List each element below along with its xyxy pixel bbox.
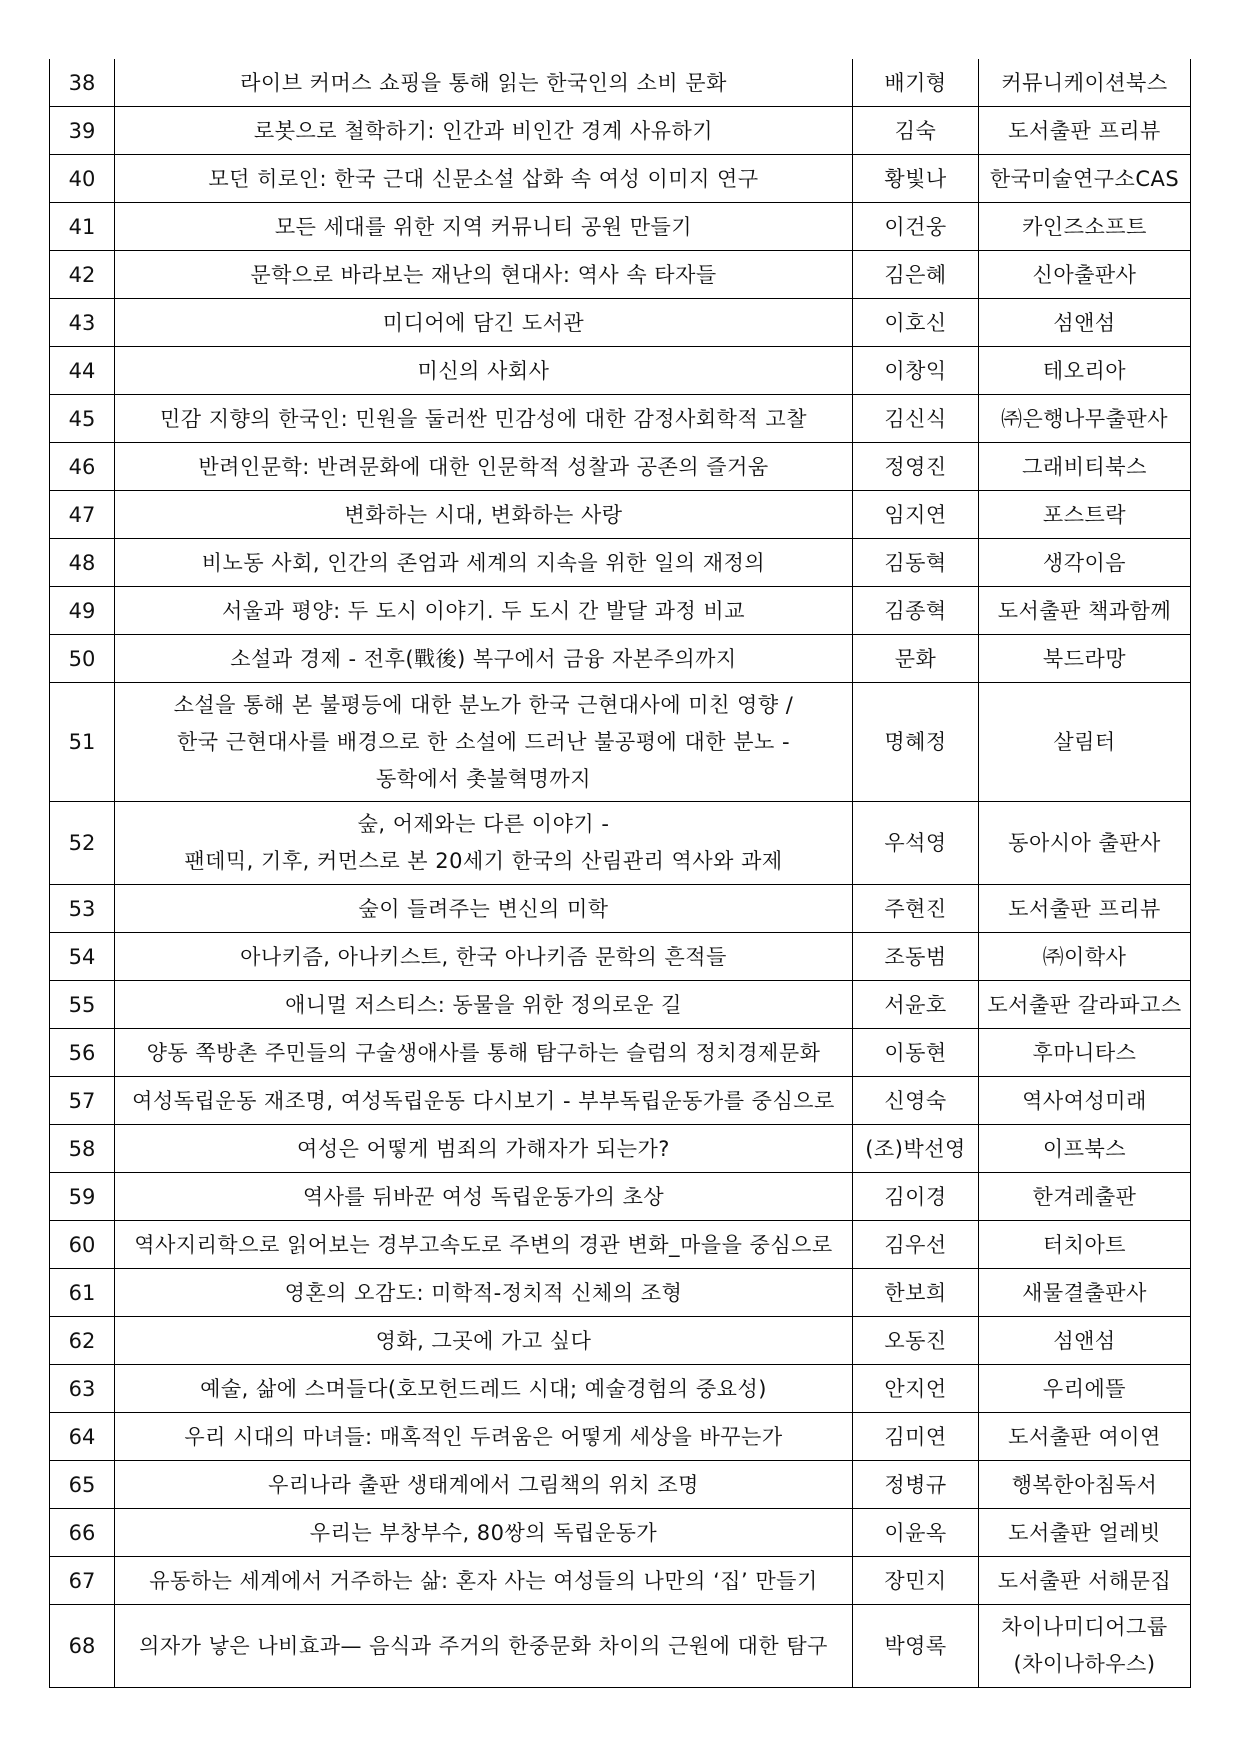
book-author: 이동현	[853, 1029, 979, 1077]
book-publisher: 터치아트	[979, 1221, 1191, 1269]
book-author: 배기형	[853, 59, 979, 107]
row-number: 55	[50, 981, 115, 1029]
row-number: 58	[50, 1125, 115, 1173]
book-title: 라이브 커머스 쇼핑을 통해 읽는 한국인의 소비 문화	[115, 59, 853, 107]
table-row	[50, 1125, 1191, 1173]
book-list-table	[49, 59, 1191, 1688]
book-author: 김이경	[853, 1173, 979, 1221]
table-row	[50, 1077, 1191, 1125]
table-row	[50, 491, 1191, 539]
book-title: 미신의 사회사	[115, 347, 853, 395]
table-row	[50, 1173, 1191, 1221]
book-author: 김종혁	[853, 587, 979, 635]
table-row	[50, 587, 1191, 635]
book-title-line: 숲, 어제와는 다른 이야기 -	[357, 812, 610, 836]
table-row	[50, 635, 1191, 683]
row-number: 40	[50, 155, 115, 203]
book-author: 이창익	[853, 347, 979, 395]
book-publisher: 한국미술연구소CAS	[979, 155, 1191, 203]
book-publisher: 행복한아침독서	[979, 1461, 1191, 1509]
book-title: 숲이 들려주는 변신의 미학	[115, 885, 853, 933]
book-publisher	[979, 1605, 1191, 1688]
table-row	[50, 59, 1191, 107]
book-title: 영혼의 오감도: 미학적-정치적 신체의 조형	[115, 1269, 853, 1317]
book-publisher: 도서출판 책과함께	[979, 587, 1191, 635]
book-publisher: 도서출판 갈라파고스	[979, 981, 1191, 1029]
book-author: 주현진	[853, 885, 979, 933]
book-publisher: 도서출판 프리뷰	[979, 885, 1191, 933]
book-publisher: 그래비티북스	[979, 443, 1191, 491]
book-publisher: 살림터	[979, 683, 1191, 802]
table-row	[50, 1557, 1191, 1605]
book-title: 모던 히로인: 한국 근대 신문소설 삽화 속 여성 이미지 연구	[115, 155, 853, 203]
book-publisher: 도서출판 서해문집	[979, 1557, 1191, 1605]
row-number: 66	[50, 1509, 115, 1557]
book-title: 아나키즘, 아나키스트, 한국 아나키즘 문학의 흔적들	[115, 933, 853, 981]
book-author: 신영숙	[853, 1077, 979, 1125]
book-publisher: 북드라망	[979, 635, 1191, 683]
book-title-line: 팬데믹, 기후, 커먼스로 본 20세기 한국의 산림관리 역사와 과제	[184, 849, 783, 873]
book-publisher: 생각이음	[979, 539, 1191, 587]
book-list-body	[50, 59, 1191, 1688]
book-author: 김숙	[853, 107, 979, 155]
table-row	[50, 1317, 1191, 1365]
book-title	[115, 802, 853, 885]
table-row	[50, 683, 1191, 802]
book-publisher: 섬앤섬	[979, 1317, 1191, 1365]
book-publisher: 카인즈소프트	[979, 203, 1191, 251]
book-title: 문학으로 바라보는 재난의 현대사: 역사 속 타자들	[115, 251, 853, 299]
row-number: 61	[50, 1269, 115, 1317]
book-title: 우리 시대의 마녀들: 매혹적인 두려움은 어떻게 세상을 바꾸는가	[115, 1413, 853, 1461]
book-publisher: 우리에뜰	[979, 1365, 1191, 1413]
book-title	[115, 683, 853, 802]
book-title: 변화하는 시대, 변화하는 사랑	[115, 491, 853, 539]
row-number: 41	[50, 203, 115, 251]
book-author: 장민지	[853, 1557, 979, 1605]
row-number: 48	[50, 539, 115, 587]
book-author: 정병규	[853, 1461, 979, 1509]
row-number: 45	[50, 395, 115, 443]
table-row	[50, 443, 1191, 491]
table-row	[50, 155, 1191, 203]
row-number: 47	[50, 491, 115, 539]
row-number: 44	[50, 347, 115, 395]
table-row	[50, 933, 1191, 981]
book-author: 우석영	[853, 802, 979, 885]
row-number: 54	[50, 933, 115, 981]
book-publisher: 도서출판 얼레빗	[979, 1509, 1191, 1557]
book-author: 이건웅	[853, 203, 979, 251]
book-publisher: 새물결출판사	[979, 1269, 1191, 1317]
table-row	[50, 107, 1191, 155]
table-row	[50, 802, 1191, 885]
row-number: 42	[50, 251, 115, 299]
book-author: 안지언	[853, 1365, 979, 1413]
book-author: 명혜정	[853, 683, 979, 802]
book-title: 여성독립운동 재조명, 여성독립운동 다시보기 - 부부독립운동가를 중심으로	[115, 1077, 853, 1125]
book-author: (조)박선영	[853, 1125, 979, 1173]
book-author: 이윤옥	[853, 1509, 979, 1557]
table-row	[50, 1605, 1191, 1688]
book-title: 애니멀 저스티스: 동물을 위한 정의로운 길	[115, 981, 853, 1029]
row-number: 43	[50, 299, 115, 347]
table-row	[50, 1269, 1191, 1317]
book-publisher-line: 차이나미디어그룹	[1001, 1615, 1168, 1639]
book-author: 정영진	[853, 443, 979, 491]
table-row	[50, 203, 1191, 251]
book-title-line: 소설을 통해 본 불평등에 대한 분노가 한국 근현대사에 미친 영향 /	[173, 692, 794, 717]
row-number: 49	[50, 587, 115, 635]
row-number: 64	[50, 1413, 115, 1461]
book-title: 의자가 낳은 나비효과— 음식과 주거의 한중문화 차이의 근원에 대한 탐구	[115, 1605, 853, 1688]
row-number: 57	[50, 1077, 115, 1125]
book-author: 임지연	[853, 491, 979, 539]
book-title: 서울과 평양: 두 도시 이야기. 두 도시 간 발달 과정 비교	[115, 587, 853, 635]
book-author: 김동혁	[853, 539, 979, 587]
book-title: 민감 지향의 한국인: 민원을 둘러싼 민감성에 대한 감정사회학적 고찰	[115, 395, 853, 443]
row-number: 38	[68, 70, 96, 95]
book-title-line: 동학에서 촛불혁명까지	[375, 766, 592, 791]
book-title: 비노동 사회, 인간의 존엄과 세계의 지속을 위한 일의 재정의	[115, 539, 853, 587]
book-title: 우리나라 출판 생태계에서 그림책의 위치 조명	[115, 1461, 853, 1509]
book-publisher: 커뮤니케이션북스	[979, 59, 1191, 107]
book-title: 미디어에 담긴 도서관	[115, 299, 853, 347]
table-row	[50, 1509, 1191, 1557]
book-publisher-line: (차이나하우스)	[1013, 1652, 1156, 1676]
book-author: 김은혜	[853, 251, 979, 299]
book-author: 김미연	[853, 1413, 979, 1461]
row-number: 46	[50, 443, 115, 491]
table-row	[50, 1029, 1191, 1077]
book-title: 여성은 어떻게 범죄의 가해자가 되는가?	[115, 1125, 853, 1173]
book-publisher: 테오리아	[979, 347, 1191, 395]
book-title: 영화, 그곳에 가고 싶다	[115, 1317, 853, 1365]
row-number: 39	[50, 107, 115, 155]
book-author: 서윤호	[853, 981, 979, 1029]
row-number: 53	[50, 885, 115, 933]
table-row	[50, 1365, 1191, 1413]
book-author: 문화	[853, 635, 979, 683]
row-number: 65	[50, 1461, 115, 1509]
book-publisher: 이프북스	[979, 1125, 1191, 1173]
book-publisher: 후마니타스	[979, 1029, 1191, 1077]
table-row	[50, 395, 1191, 443]
book-title: 반려인문학: 반려문화에 대한 인문학적 성찰과 공존의 즐거움	[115, 443, 853, 491]
table-row	[50, 251, 1191, 299]
book-publisher: 한겨레출판	[979, 1173, 1191, 1221]
book-list-page	[49, 59, 1190, 1688]
row-number: 51	[50, 683, 115, 802]
book-publisher: 도서출판 프리뷰	[979, 107, 1191, 155]
table-row	[50, 981, 1191, 1029]
row-number: 50	[50, 635, 115, 683]
book-title: 소설과 경제 - 전후(戰後) 복구에서 금융 자본주의까지	[115, 635, 853, 683]
row-number: 52	[50, 802, 115, 885]
book-title: 역사를 뒤바꾼 여성 독립운동가의 초상	[115, 1173, 853, 1221]
book-title: 모든 세대를 위한 지역 커뮤니티 공원 만들기	[115, 203, 853, 251]
book-author: 조동범	[853, 933, 979, 981]
book-title: 역사지리학으로 읽어보는 경부고속도로 주변의 경관 변화_마을을 중심으로	[115, 1221, 853, 1269]
table-row	[50, 299, 1191, 347]
book-author: 한보희	[853, 1269, 979, 1317]
row-number: 60	[50, 1221, 115, 1269]
book-author: 이호신	[853, 299, 979, 347]
table-row	[50, 1461, 1191, 1509]
table-row	[50, 539, 1191, 587]
book-publisher: 섬앤섬	[979, 299, 1191, 347]
row-number: 56	[50, 1029, 115, 1077]
book-title: 유동하는 세계에서 거주하는 삶: 혼자 사는 여성들의 나만의 ‘집’ 만들기	[115, 1557, 853, 1605]
book-author: 오동진	[853, 1317, 979, 1365]
book-author: 박영록	[853, 1605, 979, 1688]
row-number: 63	[50, 1365, 115, 1413]
row-number: 68	[50, 1605, 115, 1688]
row-number: 59	[50, 1173, 115, 1221]
book-author: 김우선	[853, 1221, 979, 1269]
row-number: 67	[50, 1557, 115, 1605]
book-title: 양동 쪽방촌 주민들의 구술생애사를 통해 탐구하는 슬럼의 정치경제문화	[115, 1029, 853, 1077]
book-publisher: 동아시아 출판사	[979, 802, 1191, 885]
book-publisher: ㈜이학사	[979, 933, 1191, 981]
table-row	[50, 347, 1191, 395]
book-title: 예술, 삶에 스며들다(호모헌드레드 시대; 예술경험의 중요성)	[115, 1365, 853, 1413]
book-title: 로봇으로 철학하기: 인간과 비인간 경계 사유하기	[115, 107, 853, 155]
table-row	[50, 885, 1191, 933]
book-title-line: 한국 근현대사를 배경으로 한 소설에 드러난 불공평에 대한 분노 -	[176, 729, 791, 754]
book-publisher: 포스트락	[979, 491, 1191, 539]
book-publisher: ㈜은행나무출판사	[979, 395, 1191, 443]
book-publisher: 신아출판사	[979, 251, 1191, 299]
table-row	[50, 1413, 1191, 1461]
book-publisher: 역사여성미래	[979, 1077, 1191, 1125]
book-author: 김신식	[853, 395, 979, 443]
row-number: 62	[50, 1317, 115, 1365]
book-publisher: 도서출판 여이연	[979, 1413, 1191, 1461]
table-row	[50, 1221, 1191, 1269]
book-author: 황빛나	[853, 155, 979, 203]
book-title: 우리는 부창부수, 80쌍의 독립운동가	[115, 1509, 853, 1557]
